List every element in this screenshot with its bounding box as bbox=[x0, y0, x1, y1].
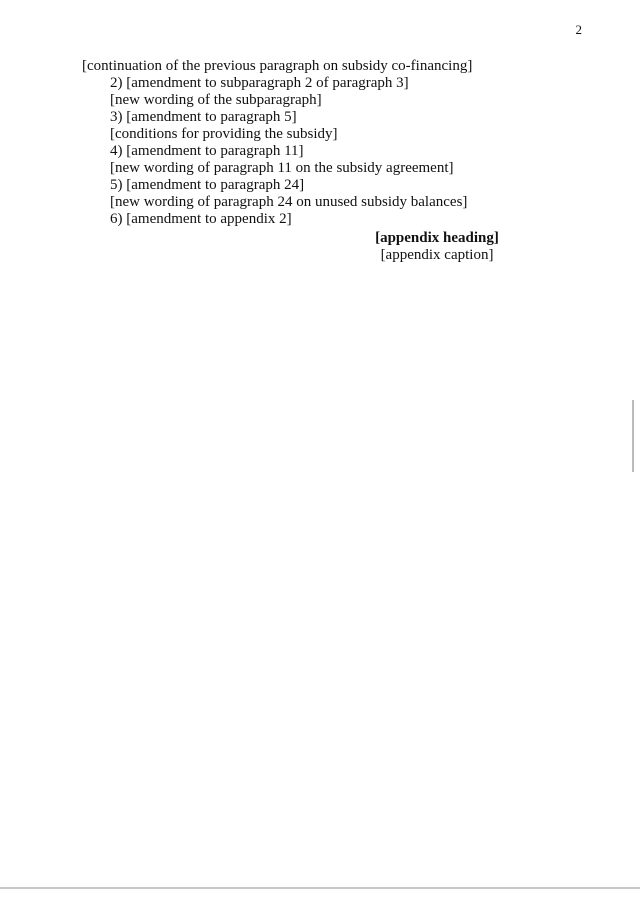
appendix-caption bbox=[292, 230, 582, 264]
paragraph: [new wording of paragraph 24 on unused subsidy balances] bbox=[110, 194, 468, 210]
appendix-title: [appendix heading] bbox=[375, 230, 499, 246]
paragraph: [conditions for providing the subsidy] bbox=[110, 126, 338, 142]
paragraph: 5) [amendment to paragraph 24] bbox=[110, 177, 305, 193]
paragraph: 4) [amendment to paragraph 11] bbox=[110, 143, 304, 159]
paragraph: [new wording of paragraph 11 on the subsidy agreement] bbox=[110, 160, 454, 176]
paragraph: 6) [amendment to appendix 2] bbox=[110, 211, 292, 227]
paragraph: 3) [amendment to paragraph 5] bbox=[110, 109, 297, 125]
page-number: 2 bbox=[575, 22, 582, 37]
scan-line bbox=[0, 887, 640, 889]
paragraph: [continuation of the previous paragraph on subsidy co-financing] bbox=[82, 58, 473, 74]
appendix-line: [appendix caption] bbox=[380, 247, 494, 263]
scan-mark bbox=[632, 400, 634, 472]
document-body bbox=[82, 58, 582, 264]
paragraph: [new wording of the subparagraph] bbox=[110, 92, 322, 108]
paragraph: 2) [amendment to subparagraph 2 of paragraph 3] bbox=[110, 75, 409, 91]
